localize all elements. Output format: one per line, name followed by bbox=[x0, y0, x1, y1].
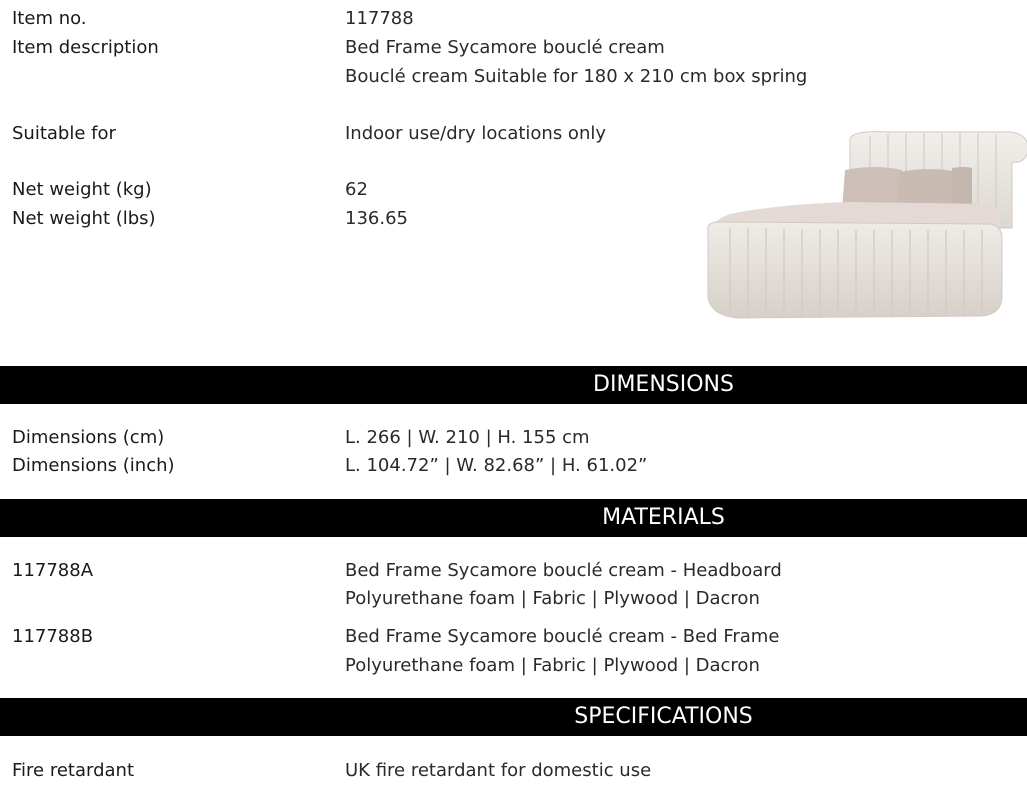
dimensions-inch-value: L. 104.72” | W. 82.68” | H. 61.02” bbox=[345, 455, 648, 476]
net-weight-lbs-value: 136.65 bbox=[345, 208, 408, 229]
dimensions-title: DIMENSIONS bbox=[593, 372, 734, 397]
materials-title: MATERIALS bbox=[602, 505, 725, 530]
item-description-line-2: Bouclé cream Suitable for 180 x 210 cm box spring bbox=[345, 66, 808, 87]
specifications-title: SPECIFICATIONS bbox=[574, 704, 753, 729]
material-code-a: 117788A bbox=[12, 560, 94, 581]
dimensions-cm-label: Dimensions (cm) bbox=[12, 427, 165, 448]
material-composition-b: Polyurethane foam | Fabric | Plywood | Dacron bbox=[345, 655, 760, 676]
suitable-for-value: Indoor use/dry locations only bbox=[345, 123, 607, 144]
materials-header-band bbox=[0, 499, 1027, 537]
dimensions-inch-label: Dimensions (inch) bbox=[12, 455, 175, 476]
item-no-value: 117788 bbox=[345, 8, 414, 29]
net-weight-kg-value: 62 bbox=[345, 179, 368, 200]
product-image-bed bbox=[690, 118, 1027, 338]
net-weight-kg-label: Net weight (kg) bbox=[12, 179, 152, 200]
suitable-for-label: Suitable for bbox=[12, 123, 116, 144]
material-name-a: Bed Frame Sycamore bouclé cream - Headboard bbox=[345, 560, 782, 581]
material-name-b: Bed Frame Sycamore bouclé cream - Bed Frame bbox=[345, 626, 780, 647]
material-composition-a: Polyurethane foam | Fabric | Plywood | Dacron bbox=[345, 588, 760, 609]
fire-retardant-value: UK fire retardant for domestic use bbox=[345, 760, 652, 781]
net-weight-lbs-label: Net weight (lbs) bbox=[12, 208, 156, 229]
item-no-label: Item no. bbox=[12, 8, 87, 29]
item-description-label: Item description bbox=[12, 37, 159, 58]
dimensions-cm-value: L. 266 | W. 210 | H. 155 cm bbox=[345, 427, 590, 448]
dimensions-header-band bbox=[0, 366, 1027, 404]
item-description-line-1: Bed Frame Sycamore bouclé cream bbox=[345, 37, 665, 58]
fire-retardant-label: Fire retardant bbox=[12, 760, 135, 781]
material-code-b: 117788B bbox=[12, 626, 94, 647]
specifications-header-band bbox=[0, 698, 1027, 736]
